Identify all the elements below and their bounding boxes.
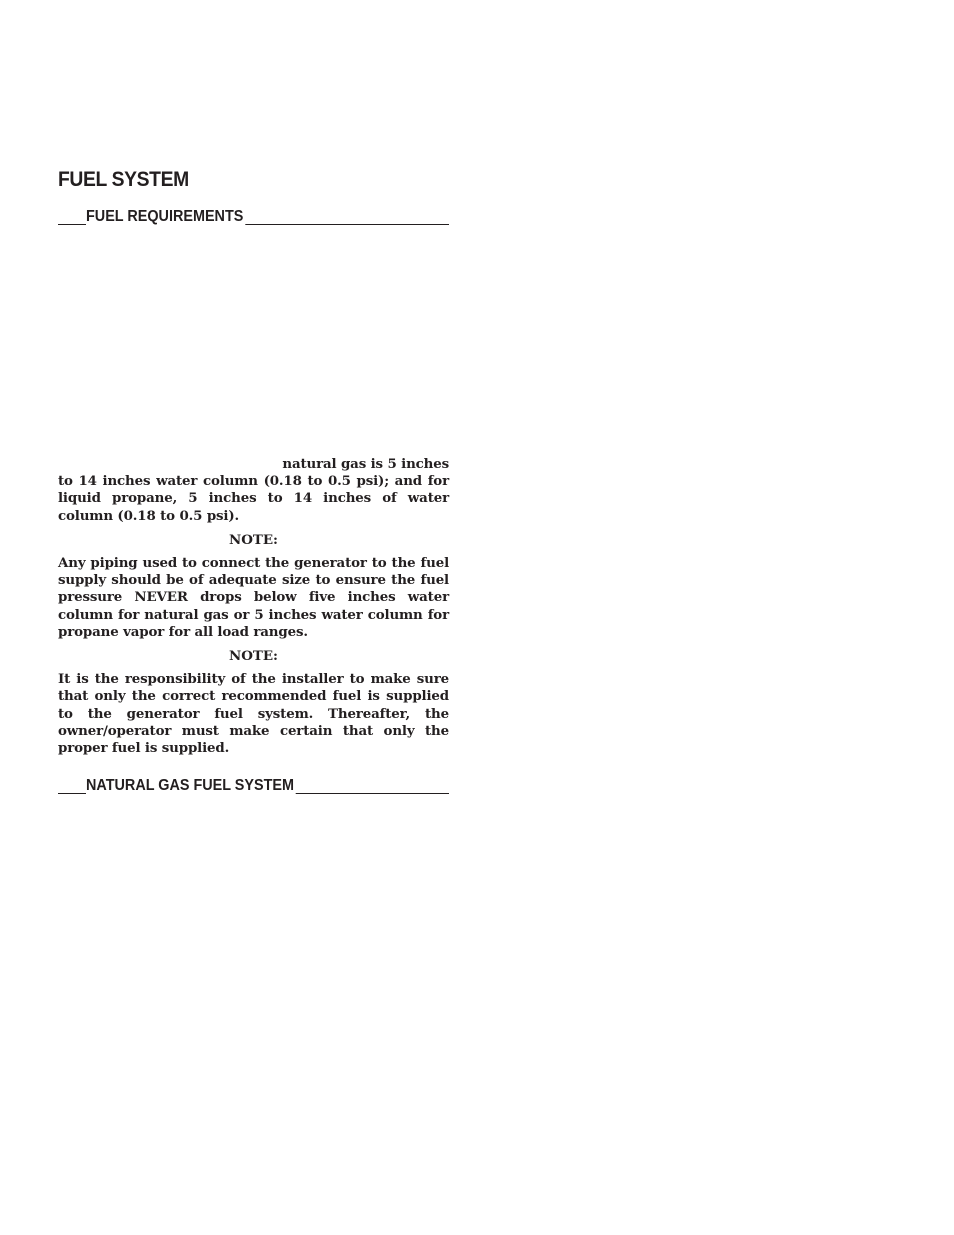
paragraph-body-text: to 14 inches water column (0.18 to 0.5 psi); and for liquid propane, 5 inches to 14 inches of water column (0.18 to 0.5 psi).: [58, 473, 449, 524]
section-heading-fuel-requirements: [58, 206, 449, 226]
paragraph-lead-text: natural gas is 5 inches: [282, 456, 449, 472]
section-heading-natural-gas: [58, 775, 449, 795]
note-label: NOTE:: [228, 531, 279, 548]
section-heading-label: FUEL REQUIREMENTS: [86, 208, 244, 225]
document-column: [58, 166, 449, 795]
note-text-installer: It is the responsibility of the installer to make sure that only the correct recommended fuel is supplied to the generator fuel system. Thereafter, the owner/operator must make certain that only the proper fuel is supplied.: [58, 671, 449, 757]
note-text-piping: Any piping used to connect the generator to the fuel supply should be of adequate size to ensure the fuel pressure NEVER drops below five inches water column for natural gas or 5 inches water column for propane vapor for all load ranges.: [58, 555, 449, 640]
fuel-pressure-paragraph: [58, 456, 449, 525]
page-title: FUEL SYSTEM: [58, 168, 189, 191]
note-label: NOTE:: [228, 648, 279, 665]
section-heading-label: NATURAL GAS FUEL SYSTEM: [86, 777, 295, 795]
